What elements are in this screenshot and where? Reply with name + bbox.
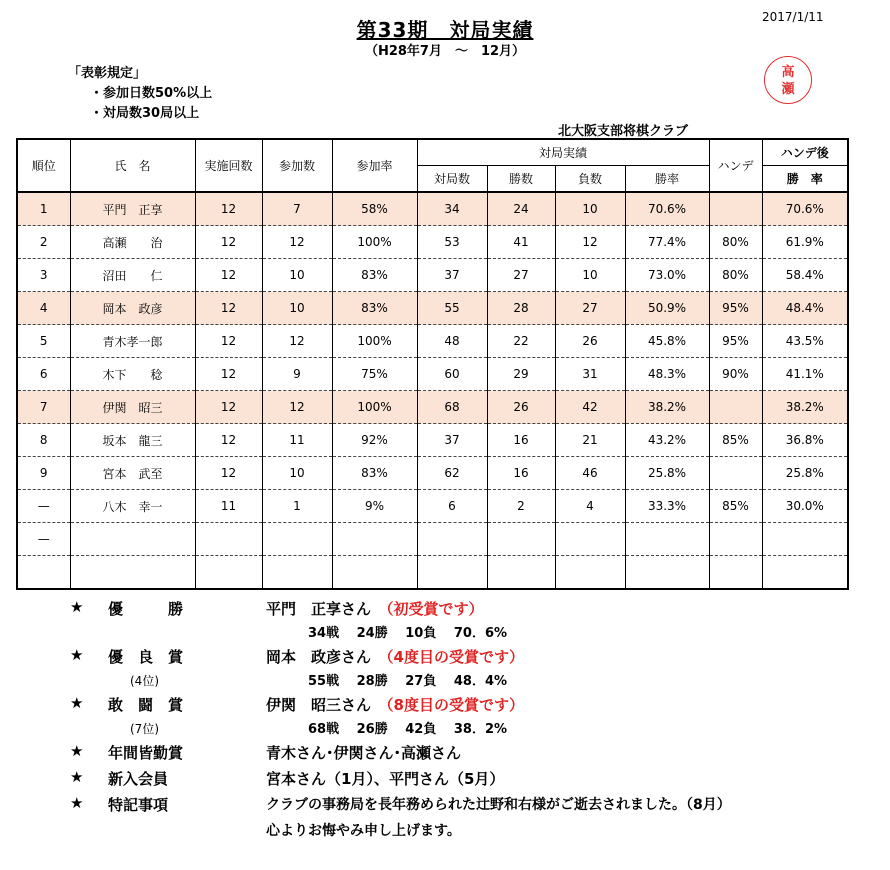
cell-wins: 26 [487, 391, 555, 424]
cell-after: 41.1% [762, 358, 848, 391]
cell-losses [555, 523, 625, 556]
cell-rank: 6 [17, 358, 70, 391]
cell-attend: 10 [262, 292, 332, 325]
cell-winrate: 77.4% [625, 226, 709, 259]
rule-item: ・対局数30局以上 [90, 106, 200, 121]
cell-losses: 12 [555, 226, 625, 259]
cell-attend: 10 [262, 457, 332, 490]
cell-rank: — [17, 523, 70, 556]
cell-held [195, 523, 262, 556]
cell-winrate: 73.0% [625, 259, 709, 292]
award-stats: 68戦 26勝 42負 38．2% [308, 722, 508, 737]
cell-name: 沼田 仁 [70, 259, 195, 292]
award-recipient: 伊関 昭三さん （8度目の受賞です） [266, 696, 524, 714]
header-losses: 負数 [555, 166, 625, 193]
cell-games: 37 [417, 424, 487, 457]
cell-held: 12 [195, 192, 262, 226]
cell-winrate: 43.2% [625, 424, 709, 457]
header-rate: 参加率 [332, 139, 417, 192]
cell-attend [262, 556, 332, 590]
table-row [17, 424, 848, 457]
star-icon: ★ [70, 694, 84, 712]
cell-games: 55 [417, 292, 487, 325]
cell-winrate: 45.8% [625, 325, 709, 358]
table-row [17, 325, 848, 358]
cell-after [762, 523, 848, 556]
cell-rate [332, 523, 417, 556]
cell-wins: 24 [487, 192, 555, 226]
cell-wins: 22 [487, 325, 555, 358]
cell-handicap [709, 192, 762, 226]
header-attend: 参加数 [262, 139, 332, 192]
star-icon: ★ [70, 598, 84, 616]
cell-rank: 5 [17, 325, 70, 358]
cell-name: 岡本 政彦 [70, 292, 195, 325]
cell-name: 平門 正享 [70, 192, 195, 226]
cell-rank: 2 [17, 226, 70, 259]
cell-games: 34 [417, 192, 487, 226]
cell-after [762, 556, 848, 590]
award-recipient: 岡本 政彦さん （4度目の受賞です） [266, 648, 524, 666]
header-held: 実施回数 [195, 139, 262, 192]
cell-rate: 100% [332, 325, 417, 358]
cell-wins: 27 [487, 259, 555, 292]
award-label: 新入会員 [108, 770, 169, 788]
cell-after: 70.6% [762, 192, 848, 226]
cell-wins [487, 556, 555, 590]
cell-winrate: 33.3% [625, 490, 709, 523]
cell-wins: 28 [487, 292, 555, 325]
rules-heading: 「表彰規定」 [68, 66, 147, 81]
cell-winrate: 50.9% [625, 292, 709, 325]
cell-attend: 10 [262, 259, 332, 292]
cell-games [417, 523, 487, 556]
cell-losses: 4 [555, 490, 625, 523]
cell-handicap: 95% [709, 325, 762, 358]
award-rules [68, 64, 212, 124]
name-stamp: 高 瀬 [764, 56, 812, 104]
cell-wins: 41 [487, 226, 555, 259]
cell-wins [487, 523, 555, 556]
award-label: 優 良 賞 [108, 648, 184, 666]
award-rank-note: (4位) [130, 674, 159, 688]
cell-name: 宮本 武至 [70, 457, 195, 490]
header-handicap: ハンデ [709, 139, 762, 192]
club-name: 北大阪支部将棋クラブ [558, 124, 689, 139]
table-row [17, 292, 848, 325]
award-note: （4度目の受賞です） [386, 648, 524, 666]
cell-losses: 10 [555, 192, 625, 226]
cell-attend [262, 523, 332, 556]
cell-rank: 4 [17, 292, 70, 325]
document-date: 2017/1/11 [762, 10, 824, 24]
cell-after: 48.4% [762, 292, 848, 325]
header-name: 氏 名 [70, 139, 195, 192]
cell-rate: 83% [332, 457, 417, 490]
cell-games: 53 [417, 226, 487, 259]
cell-winrate: 38.2% [625, 391, 709, 424]
cell-rate: 9% [332, 490, 417, 523]
award-recipient: 青木さん･伊関さん･高瀬さん [266, 744, 462, 762]
award-note: （8度目の受賞です） [386, 696, 524, 714]
cell-name: 木下 稔 [70, 358, 195, 391]
cell-handicap: 80% [709, 259, 762, 292]
cell-rank: 3 [17, 259, 70, 292]
cell-held: 12 [195, 325, 262, 358]
table-row [17, 192, 848, 226]
cell-games: 62 [417, 457, 487, 490]
award-label: 優 勝 [108, 600, 184, 618]
cell-handicap: 85% [709, 490, 762, 523]
cell-handicap [709, 391, 762, 424]
cell-name [70, 556, 195, 590]
header-winrate: 勝率 [625, 166, 709, 193]
cell-losses: 26 [555, 325, 625, 358]
new-member-list: 宮本さん（1月）、平門さん（5月） [266, 770, 505, 788]
cell-name: 青木孝一郎 [70, 325, 195, 358]
cell-rate [332, 556, 417, 590]
award-label: 年間皆勤賞 [108, 744, 184, 762]
header-group-results: 対局実績 [417, 139, 709, 166]
cell-rank: 7 [17, 391, 70, 424]
cell-after: 25.8% [762, 457, 848, 490]
cell-attend: 12 [262, 391, 332, 424]
cell-name [70, 523, 195, 556]
award-recipient: 平門 正享さん （初受賞です） [266, 600, 484, 618]
star-icon: ★ [70, 742, 84, 760]
cell-attend: 7 [262, 192, 332, 226]
table-row [17, 523, 848, 556]
cell-after: 30.0% [762, 490, 848, 523]
cell-held: 12 [195, 292, 262, 325]
cell-held [195, 556, 262, 590]
cell-name: 八木 幸一 [70, 490, 195, 523]
special-note-line: 心よりお悔やみ申し上げます。 [266, 823, 461, 839]
cell-games: 60 [417, 358, 487, 391]
cell-held: 12 [195, 259, 262, 292]
cell-attend: 11 [262, 424, 332, 457]
cell-attend: 9 [262, 358, 332, 391]
cell-wins: 2 [487, 490, 555, 523]
header-wins: 勝数 [487, 166, 555, 193]
cell-rank: 1 [17, 192, 70, 226]
cell-name: 高瀬 治 [70, 226, 195, 259]
cell-rank: 8 [17, 424, 70, 457]
cell-rate: 83% [332, 292, 417, 325]
header-rank: 順位 [17, 139, 70, 192]
cell-wins: 16 [487, 457, 555, 490]
cell-rate: 92% [332, 424, 417, 457]
cell-handicap: 90% [709, 358, 762, 391]
cell-attend: 12 [262, 226, 332, 259]
star-icon: ★ [70, 794, 84, 812]
cell-games [417, 556, 487, 590]
results-table [16, 138, 849, 590]
cell-losses: 10 [555, 259, 625, 292]
star-icon: ★ [70, 646, 84, 664]
cell-rank [17, 556, 70, 590]
cell-games: 48 [417, 325, 487, 358]
cell-after: 36.8% [762, 424, 848, 457]
cell-after: 38.2% [762, 391, 848, 424]
cell-rate: 75% [332, 358, 417, 391]
award-label: 特記事項 [108, 796, 169, 814]
cell-winrate: 70.6% [625, 192, 709, 226]
cell-held: 12 [195, 457, 262, 490]
special-note-line: クラブの事務局を長年務められた辻野和右様がご逝去されました。（8月） [266, 797, 731, 813]
cell-rate: 58% [332, 192, 417, 226]
cell-losses: 42 [555, 391, 625, 424]
cell-games: 37 [417, 259, 487, 292]
cell-rate: 83% [332, 259, 417, 292]
table-row [17, 391, 848, 424]
header-after: ハンデ後 [762, 139, 848, 166]
cell-held: 12 [195, 391, 262, 424]
cell-rank: — [17, 490, 70, 523]
cell-wins: 16 [487, 424, 555, 457]
cell-handicap: 95% [709, 292, 762, 325]
cell-handicap: 80% [709, 226, 762, 259]
cell-rate: 100% [332, 226, 417, 259]
cell-held: 11 [195, 490, 262, 523]
table-row [17, 259, 848, 292]
cell-losses [555, 556, 625, 590]
cell-losses: 21 [555, 424, 625, 457]
cell-winrate: 48.3% [625, 358, 709, 391]
period-subtitle: （H28年7月 ～ 12月） [364, 44, 526, 59]
cell-winrate [625, 523, 709, 556]
cell-games: 6 [417, 490, 487, 523]
cell-rank: 9 [17, 457, 70, 490]
table-row [17, 556, 848, 590]
award-rank-note: (7位) [130, 722, 159, 736]
award-stats: 34戦 24勝 10負 70．6% [308, 626, 508, 641]
cell-name: 伊関 昭三 [70, 391, 195, 424]
cell-attend: 1 [262, 490, 332, 523]
cell-held: 12 [195, 226, 262, 259]
table-row [17, 226, 848, 259]
cell-after: 43.5% [762, 325, 848, 358]
cell-handicap [709, 556, 762, 590]
cell-held: 12 [195, 424, 262, 457]
cell-losses: 31 [555, 358, 625, 391]
cell-name: 坂本 龍三 [70, 424, 195, 457]
cell-wins: 29 [487, 358, 555, 391]
table-row [17, 358, 848, 391]
cell-winrate [625, 556, 709, 590]
header-after-winrate: 勝 率 [762, 166, 848, 193]
cell-after: 58.4% [762, 259, 848, 292]
award-note: （初受賞です） [386, 600, 484, 618]
award-label: 敢 闘 賞 [108, 696, 184, 714]
cell-rate: 100% [332, 391, 417, 424]
cell-losses: 27 [555, 292, 625, 325]
cell-handicap: 85% [709, 424, 762, 457]
cell-handicap [709, 523, 762, 556]
table-row [17, 457, 848, 490]
table-row [17, 490, 848, 523]
cell-held: 12 [195, 358, 262, 391]
cell-winrate: 25.8% [625, 457, 709, 490]
cell-games: 68 [417, 391, 487, 424]
rule-item: ・参加日数50%以上 [90, 86, 213, 101]
award-stats: 55戦 28勝 27負 48．4% [308, 674, 508, 689]
cell-losses: 46 [555, 457, 625, 490]
star-icon: ★ [70, 768, 84, 786]
cell-attend: 12 [262, 325, 332, 358]
header-games: 対局数 [417, 166, 487, 193]
cell-after: 61.9% [762, 226, 848, 259]
cell-handicap [709, 457, 762, 490]
page-title: 第33期 対局実績 [356, 18, 534, 42]
